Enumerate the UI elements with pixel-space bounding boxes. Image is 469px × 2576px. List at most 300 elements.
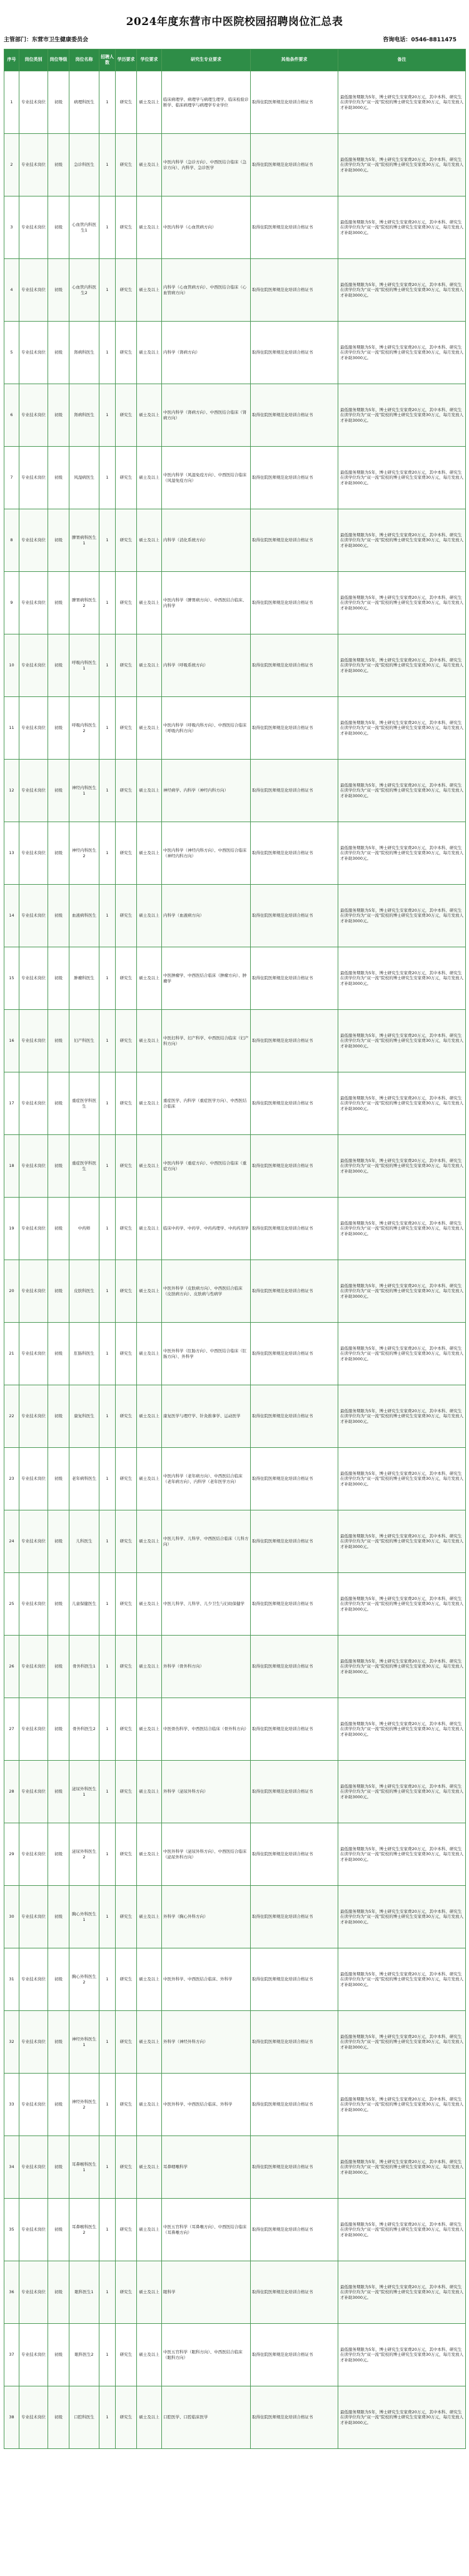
- education-cell: 研究生: [116, 1886, 137, 1948]
- other-cell: 取得住院医师规范化培训合格证书: [251, 1135, 338, 1198]
- degree-cell: 硕士及以上: [137, 822, 162, 885]
- row-number: 34: [4, 2136, 19, 2199]
- category-cell: 专业技术岗位: [19, 1636, 48, 1698]
- position-name: 呼吸内科医生1: [69, 634, 99, 697]
- count-cell: 1: [99, 71, 116, 134]
- count-cell: 1: [99, 822, 116, 885]
- note-cell: 最低服务期限为5年，博士研究生安家费20万元，其中本科、研究生在读学位均为“双一流”院校的博士研究生安家费30万元，每月发放人才补助3000元。: [338, 1636, 466, 1698]
- education-cell: 研究生: [116, 1761, 137, 1823]
- degree-cell: 硕士及以上: [137, 885, 162, 947]
- table-row: [4, 1510, 466, 1573]
- note-cell: 最低服务期限为5年，博士研究生安家费20万元，其中本科、研究生在读学位均为“双一流”院校的博士研究生安家费30万元，每月发放人才补助3000元。: [338, 2261, 466, 2324]
- note-cell: 最低服务期限为5年，博士研究生安家费20万元，其中本科、研究生在读学位均为“双一流”院校的博士研究生安家费30万元，每月发放人才补助3000元。: [338, 134, 466, 196]
- level-cell: 初级: [48, 885, 69, 947]
- major-cell: 内科学（呼吸系统方向）: [162, 634, 251, 697]
- major-cell: 外科学（骨外科方向）: [162, 1636, 251, 1698]
- major-cell: 临床病理学、病理学与病理生理学、临床检验诊断学、临床病理学与病理学专业学位: [162, 71, 251, 134]
- position-name: 心血管内科医生2: [69, 259, 99, 322]
- category-cell: 专业技术岗位: [19, 2199, 48, 2261]
- education-cell: 研究生: [116, 947, 137, 1010]
- table-row: [4, 1636, 466, 1698]
- header-note: 备注: [338, 49, 466, 71]
- level-cell: 初级: [48, 259, 69, 322]
- other-cell: 取得住院医师规范化培训合格证书: [251, 259, 338, 322]
- level-cell: 初级: [48, 509, 69, 572]
- major-cell: 中医儿科学、儿科学、儿少卫生与妇幼保健学: [162, 1573, 251, 1636]
- other-cell: 取得住院医师规范化培训合格证书: [251, 1323, 338, 1385]
- degree-cell: 硕士及以上: [137, 1448, 162, 1510]
- major-cell: 内科学（肾病方向）: [162, 322, 251, 384]
- degree-cell: 硕士及以上: [137, 1260, 162, 1323]
- table-row: [4, 196, 466, 259]
- count-cell: 1: [99, 760, 116, 822]
- position-name: 骨外科医生1: [69, 1636, 99, 1698]
- row-number: 31: [4, 1948, 19, 2011]
- degree-cell: 硕士及以上: [137, 259, 162, 322]
- major-cell: 外科学（神经外科方向）: [162, 2011, 251, 2074]
- other-cell: 取得住院医师规范化培训合格证书: [251, 572, 338, 634]
- category-cell: 专业技术岗位: [19, 947, 48, 1010]
- other-cell: 取得住院医师规范化培训合格证书: [251, 1385, 338, 1448]
- degree-cell: 硕士及以上: [137, 1823, 162, 1886]
- level-cell: 初级: [48, 2324, 69, 2386]
- count-cell: 1: [99, 322, 116, 384]
- count-cell: 1: [99, 2011, 116, 2074]
- education-cell: 研究生: [116, 885, 137, 947]
- education-cell: 研究生: [116, 1823, 137, 1886]
- position-name: 中药师: [69, 1198, 99, 1260]
- level-cell: 初级: [48, 2386, 69, 2449]
- major-cell: 眼科学: [162, 2261, 251, 2324]
- phone-label: 咨询电话：0546-8811475: [383, 37, 456, 43]
- header-level: 岗位等级: [48, 49, 69, 71]
- other-cell: 取得住院医师规范化培训合格证书: [251, 1448, 338, 1510]
- degree-cell: 硕士及以上: [137, 1573, 162, 1636]
- other-cell: 取得住院医师规范化培训合格证书: [251, 1198, 338, 1260]
- major-cell: 中医肿瘤学、中西医结合临床（肿瘤方向）、肿瘤学: [162, 947, 251, 1010]
- position-name: 耳鼻喉科医生2: [69, 2199, 99, 2261]
- level-cell: 初级: [48, 1573, 69, 1636]
- row-number: 38: [4, 2386, 19, 2449]
- major-cell: 中医外科学（肛肠方向）、中西医结合临床（肛肠方向）、外科学: [162, 1323, 251, 1385]
- row-number: 20: [4, 1260, 19, 1323]
- table-row: [4, 259, 466, 322]
- count-cell: 1: [99, 1636, 116, 1698]
- row-number: 7: [4, 447, 19, 509]
- degree-cell: 硕士及以上: [137, 1948, 162, 2011]
- note-cell: 最低服务期限为5年，博士研究生安家费20万元，其中本科、研究生在读学位均为“双一流”院校的博士研究生安家费30万元，每月发放人才补助3000元。: [338, 196, 466, 259]
- level-cell: 初级: [48, 322, 69, 384]
- row-number: 11: [4, 697, 19, 760]
- category-cell: 专业技术岗位: [19, 2136, 48, 2199]
- position-name: 眼科医生2: [69, 2324, 99, 2386]
- level-cell: 初级: [48, 1260, 69, 1323]
- table-row: [4, 1698, 466, 1761]
- major-cell: 中医骨伤科学、中西医结合临床（骨外科方向）: [162, 1698, 251, 1761]
- category-cell: 专业技术岗位: [19, 447, 48, 509]
- major-cell: 临床中药学、中药学、中药药理学、中药药剂学: [162, 1198, 251, 1260]
- header-name: 岗位名称: [69, 49, 99, 71]
- degree-cell: 硕士及以上: [137, 2261, 162, 2324]
- position-name: 肾病科医生: [69, 322, 99, 384]
- count-cell: 1: [99, 1886, 116, 1948]
- education-cell: 研究生: [116, 572, 137, 634]
- row-number: 2: [4, 134, 19, 196]
- count-cell: 1: [99, 1323, 116, 1385]
- education-cell: 研究生: [116, 1072, 137, 1135]
- category-cell: 专业技术岗位: [19, 1260, 48, 1323]
- major-cell: 神经病学、内科学（神经内科方向）: [162, 760, 251, 822]
- row-number: 28: [4, 1761, 19, 1823]
- position-name: 耳鼻喉科医生1: [69, 2136, 99, 2199]
- row-number: 33: [4, 2074, 19, 2136]
- header-count: 招聘人数: [99, 49, 116, 71]
- header-other: 其他条件要求: [251, 49, 338, 71]
- position-name: 脾胃病科医生1: [69, 509, 99, 572]
- position-name: 泌尿外科医生1: [69, 1761, 99, 1823]
- other-cell: 取得住院医师规范化培训合格证书: [251, 71, 338, 134]
- position-name: 血液病科医生: [69, 885, 99, 947]
- education-cell: 研究生: [116, 634, 137, 697]
- degree-cell: 硕士及以上: [137, 697, 162, 760]
- table-row: [4, 1260, 466, 1323]
- other-cell: 取得住院医师规范化培训合格证书: [251, 2386, 338, 2449]
- education-cell: 研究生: [116, 2011, 137, 2074]
- other-cell: 取得住院医师规范化培训合格证书: [251, 1636, 338, 1698]
- count-cell: 1: [99, 2324, 116, 2386]
- degree-cell: 硕士及以上: [137, 322, 162, 384]
- table-row: [4, 322, 466, 384]
- count-cell: 1: [99, 1448, 116, 1510]
- table-row: [4, 1823, 466, 1886]
- category-cell: 专业技术岗位: [19, 1510, 48, 1573]
- table-row: [4, 572, 466, 634]
- education-cell: 研究生: [116, 196, 137, 259]
- other-cell: 取得住院医师规范化培训合格证书: [251, 447, 338, 509]
- note-cell: 最低服务期限为5年，博士研究生安家费20万元，其中本科、研究生在读学位均为“双一流”院校的博士研究生安家费30万元，每月发放人才补助3000元。: [338, 1010, 466, 1072]
- table-row: [4, 509, 466, 572]
- level-cell: 初级: [48, 760, 69, 822]
- table-row: [4, 1135, 466, 1198]
- other-cell: 取得住院医师规范化培训合格证书: [251, 1072, 338, 1135]
- row-number: 1: [4, 71, 19, 134]
- level-cell: 初级: [48, 1823, 69, 1886]
- level-cell: 初级: [48, 1510, 69, 1573]
- degree-cell: 硕士及以上: [137, 1010, 162, 1072]
- level-cell: 初级: [48, 196, 69, 259]
- category-cell: 专业技术岗位: [19, 2324, 48, 2386]
- major-cell: 中医内科学（风湿免疫方向）、中西医结合临床（风湿免疫方向）: [162, 447, 251, 509]
- note-cell: 最低服务期限为5年，博士研究生安家费20万元，其中本科、研究生在读学位均为“双一流”院校的博士研究生安家费30万元，每月发放人才补助3000元。: [338, 1385, 466, 1448]
- other-cell: 取得住院医师规范化培训合格证书: [251, 322, 338, 384]
- note-cell: 最低服务期限为5年，博士研究生安家费20万元，其中本科、研究生在读学位均为“双一流”院校的博士研究生安家费30万元，每月发放人才补助3000元。: [338, 1510, 466, 1573]
- count-cell: 1: [99, 134, 116, 196]
- note-cell: 最低服务期限为5年，博士研究生安家费20万元，其中本科、研究生在读学位均为“双一流”院校的博士研究生安家费30万元，每月发放人才补助3000元。: [338, 259, 466, 322]
- table-row: [4, 1198, 466, 1260]
- education-cell: 研究生: [116, 2074, 137, 2136]
- row-number: 25: [4, 1573, 19, 1636]
- count-cell: 1: [99, 885, 116, 947]
- row-number: 8: [4, 509, 19, 572]
- education-cell: 研究生: [116, 1135, 137, 1198]
- position-name: 神经外科医生2: [69, 2074, 99, 2136]
- major-cell: 外科学（泌尿外科方向）: [162, 1761, 251, 1823]
- level-cell: 初级: [48, 1385, 69, 1448]
- category-cell: 专业技术岗位: [19, 697, 48, 760]
- degree-cell: 硕士及以上: [137, 760, 162, 822]
- table-row: [4, 2074, 466, 2136]
- table-row: [4, 1072, 466, 1135]
- count-cell: 1: [99, 1072, 116, 1135]
- table-row: [4, 2011, 466, 2074]
- note-cell: 最低服务期限为5年，博士研究生安家费20万元，其中本科、研究生在读学位均为“双一流”院校的博士研究生安家费30万元，每月发放人才补助3000元。: [338, 2136, 466, 2199]
- table-body: [4, 71, 466, 2449]
- category-cell: 专业技术岗位: [19, 1823, 48, 1886]
- count-cell: 1: [99, 697, 116, 760]
- note-cell: 最低服务期限为5年，博士研究生安家费20万元，其中本科、研究生在读学位均为“双一流”院校的博士研究生安家费30万元，每月发放人才补助3000元。: [338, 1823, 466, 1886]
- other-cell: 取得住院医师规范化培训合格证书: [251, 1510, 338, 1573]
- education-cell: 研究生: [116, 71, 137, 134]
- count-cell: 1: [99, 947, 116, 1010]
- level-cell: 初级: [48, 697, 69, 760]
- major-cell: 中医内科学（呼吸内科方向）、中西医结合临床（呼吸内科方向）: [162, 697, 251, 760]
- note-cell: 最低服务期限为5年，博士研究生安家费20万元，其中本科、研究生在读学位均为“双一流”院校的博士研究生安家费30万元，每月发放人才补助3000元。: [338, 572, 466, 634]
- note-cell: 最低服务期限为5年，博士研究生安家费20万元，其中本科、研究生在读学位均为“双一流”院校的博士研究生安家费30万元，每月发放人才补助3000元。: [338, 1761, 466, 1823]
- note-cell: 最低服务期限为5年，博士研究生安家费20万元，其中本科、研究生在读学位均为“双一流”院校的博士研究生安家费30万元，每月发放人才补助3000元。: [338, 2074, 466, 2136]
- count-cell: 1: [99, 2261, 116, 2324]
- level-cell: 初级: [48, 1698, 69, 1761]
- education-cell: 研究生: [116, 1510, 137, 1573]
- row-number: 15: [4, 947, 19, 1010]
- position-name: 急诊科医生: [69, 134, 99, 196]
- row-number: 36: [4, 2261, 19, 2324]
- header-degree: 学位要求: [137, 49, 162, 71]
- degree-cell: 硕士及以上: [137, 196, 162, 259]
- table-row: [4, 71, 466, 134]
- education-cell: 研究生: [116, 2136, 137, 2199]
- category-cell: 专业技术岗位: [19, 384, 48, 447]
- degree-cell: 硕士及以上: [137, 2386, 162, 2449]
- degree-cell: 硕士及以上: [137, 634, 162, 697]
- note-cell: 最低服务期限为5年，博士研究生安家费20万元，其中本科、研究生在读学位均为“双一流”院校的博士研究生安家费30万元，每月发放人才补助3000元。: [338, 1448, 466, 1510]
- row-number: 16: [4, 1010, 19, 1072]
- other-cell: 取得住院医师规范化培训合格证书: [251, 2074, 338, 2136]
- position-name: 妇产科医生: [69, 1010, 99, 1072]
- major-cell: 中医妇科学、妇产科学、中西医结合临床（妇产科方向）: [162, 1010, 251, 1072]
- page-title: 2024年度东营市中医院校园招聘岗位汇总表: [126, 16, 343, 28]
- row-number: 30: [4, 1886, 19, 1948]
- count-cell: 1: [99, 1198, 116, 1260]
- row-number: 3: [4, 196, 19, 259]
- table-row: [4, 2261, 466, 2324]
- row-number: 18: [4, 1135, 19, 1198]
- other-cell: 取得住院医师规范化培训合格证书: [251, 2199, 338, 2261]
- table-row: [4, 697, 466, 760]
- level-cell: 初级: [48, 1761, 69, 1823]
- major-cell: 中医内科学（老年病方向）、中西医结合临床（老年病方向）、内科学（老年医学方向）: [162, 1448, 251, 1510]
- major-cell: 耳鼻咽喉科学: [162, 2136, 251, 2199]
- header-education: 学历要求: [116, 49, 137, 71]
- position-name: 重症医学科医生: [69, 1072, 99, 1135]
- major-cell: 康复医学与理疗学、针灸推拿学、运动医学: [162, 1385, 251, 1448]
- degree-cell: 硕士及以上: [137, 1198, 162, 1260]
- degree-cell: 硕士及以上: [137, 2324, 162, 2386]
- education-cell: 研究生: [116, 1323, 137, 1385]
- position-name: 肛肠科医生: [69, 1323, 99, 1385]
- major-cell: 重症医学、内科学（重症医学方向）、中西医结合临床: [162, 1072, 251, 1135]
- category-cell: 专业技术岗位: [19, 1010, 48, 1072]
- count-cell: 1: [99, 1010, 116, 1072]
- note-cell: 最低服务期限为5年，博士研究生安家费20万元，其中本科、研究生在读学位均为“双一流”院校的博士研究生安家费30万元，每月发放人才补助3000元。: [338, 322, 466, 384]
- major-cell: 中医外科学（皮肤病方向）、中西医结合临床（皮肤病方向）、皮肤病与性病学: [162, 1260, 251, 1323]
- row-number: 22: [4, 1385, 19, 1448]
- other-cell: 取得住院医师规范化培训合格证书: [251, 1886, 338, 1948]
- category-cell: 专业技术岗位: [19, 509, 48, 572]
- category-cell: 专业技术岗位: [19, 885, 48, 947]
- row-number: 26: [4, 1636, 19, 1698]
- education-cell: 研究生: [116, 322, 137, 384]
- position-name: 神经外科医生1: [69, 2011, 99, 2074]
- row-number: 37: [4, 2324, 19, 2386]
- category-cell: 专业技术岗位: [19, 760, 48, 822]
- count-cell: 1: [99, 384, 116, 447]
- note-cell: 最低服务期限为5年，博士研究生安家费20万元，其中本科、研究生在读学位均为“双一流”院校的博士研究生安家费30万元，每月发放人才补助3000元。: [338, 1948, 466, 2011]
- position-name: 病理科医生: [69, 71, 99, 134]
- level-cell: 初级: [48, 1072, 69, 1135]
- education-cell: 研究生: [116, 384, 137, 447]
- major-cell: 中医外科学（泌尿外科方向）、中西医结合临床（泌尿外科方向）: [162, 1823, 251, 1886]
- other-cell: 取得住院医师规范化培训合格证书: [251, 1948, 338, 2011]
- row-number: 32: [4, 2011, 19, 2074]
- major-cell: 外科学（胸心外科方向）: [162, 1886, 251, 1948]
- position-name: 皮肤科医生: [69, 1260, 99, 1323]
- note-cell: 最低服务期限为5年，博士研究生安家费20万元，其中本科、研究生在读学位均为“双一流”院校的博士研究生安家费30万元，每月发放人才补助3000元。: [338, 2386, 466, 2449]
- major-cell: 内科学（血液病方向）: [162, 885, 251, 947]
- table-row: [4, 2324, 466, 2386]
- level-cell: 初级: [48, 384, 69, 447]
- category-cell: 专业技术岗位: [19, 2261, 48, 2324]
- table-row: [4, 1761, 466, 1823]
- degree-cell: 硕士及以上: [137, 2199, 162, 2261]
- major-cell: 中医内科学（脾胃病方向）、中西医结合临床、内科学: [162, 572, 251, 634]
- level-cell: 初级: [48, 2074, 69, 2136]
- degree-cell: 硕士及以上: [137, 2011, 162, 2074]
- position-name: 康复科医生: [69, 1385, 99, 1448]
- level-cell: 初级: [48, 447, 69, 509]
- table-row: [4, 384, 466, 447]
- major-cell: 中医儿科学、儿科学、中西医结合临床（儿科方向）: [162, 1510, 251, 1573]
- table-row: [4, 447, 466, 509]
- position-name: 胸心外科医生2: [69, 1948, 99, 2011]
- education-cell: 研究生: [116, 2386, 137, 2449]
- note-cell: 最低服务期限为5年，博士研究生安家费20万元，其中本科、研究生在读学位均为“双一流”院校的博士研究生安家费30万元，每月发放人才补助3000元。: [338, 760, 466, 822]
- category-cell: 专业技术岗位: [19, 1573, 48, 1636]
- level-cell: 初级: [48, 2261, 69, 2324]
- table-header-row: [4, 49, 466, 71]
- note-cell: 最低服务期限为5年，博士研究生安家费20万元，其中本科、研究生在读学位均为“双一流”院校的博士研究生安家费30万元，每月发放人才补助3000元。: [338, 1260, 466, 1323]
- other-cell: 取得住院医师规范化培训合格证书: [251, 1573, 338, 1636]
- education-cell: 研究生: [116, 822, 137, 885]
- major-cell: 中医内科学（急诊方向）、中西医结合临床（急诊方向）、内科学、急诊医学: [162, 134, 251, 196]
- position-name: 眼科医生1: [69, 2261, 99, 2324]
- degree-cell: 硕士及以上: [137, 384, 162, 447]
- category-cell: 专业技术岗位: [19, 2011, 48, 2074]
- category-cell: 专业技术岗位: [19, 134, 48, 196]
- note-cell: 最低服务期限为5年，博士研究生安家费20万元，其中本科、研究生在读学位均为“双一流”院校的博士研究生安家费30万元，每月发放人才补助3000元。: [338, 1573, 466, 1636]
- category-cell: 专业技术岗位: [19, 1698, 48, 1761]
- degree-cell: 硕士及以上: [137, 1072, 162, 1135]
- degree-cell: 硕士及以上: [137, 572, 162, 634]
- position-name: 胸心外科医生1: [69, 1886, 99, 1948]
- note-cell: 最低服务期限为5年，博士研究生安家费20万元，其中本科、研究生在读学位均为“双一流”院校的博士研究生安家费30万元，每月发放人才补助3000元。: [338, 1135, 466, 1198]
- count-cell: 1: [99, 1135, 116, 1198]
- note-cell: 最低服务期限为5年，博士研究生安家费20万元，其中本科、研究生在读学位均为“双一流”院校的博士研究生安家费30万元，每月发放人才补助3000元。: [338, 697, 466, 760]
- degree-cell: 硕士及以上: [137, 1761, 162, 1823]
- education-cell: 研究生: [116, 134, 137, 196]
- note-cell: 最低服务期限为5年，博士研究生安家费20万元，其中本科、研究生在读学位均为“双一流”院校的博士研究生安家费30万元，每月发放人才补助3000元。: [338, 1698, 466, 1761]
- note-cell: 最低服务期限为5年，博士研究生安家费20万元，其中本科、研究生在读学位均为“双一流”院校的博士研究生安家费30万元，每月发放人才补助3000元。: [338, 822, 466, 885]
- education-cell: 研究生: [116, 447, 137, 509]
- category-cell: 专业技术岗位: [19, 1448, 48, 1510]
- other-cell: 取得住院医师规范化培训合格证书: [251, 509, 338, 572]
- degree-cell: 硕士及以上: [137, 1323, 162, 1385]
- category-cell: 专业技术岗位: [19, 1072, 48, 1135]
- major-cell: 中医五官科学（眼科方向）、中西医结合临床（眼科方向）: [162, 2324, 251, 2386]
- note-cell: 最低服务期限为5年，博士研究生安家费20万元，其中本科、研究生在读学位均为“双一流”院校的博士研究生安家费30万元，每月发放人才补助3000元。: [338, 2011, 466, 2074]
- position-name: 脾胃病科医生2: [69, 572, 99, 634]
- table-row: [4, 760, 466, 822]
- degree-cell: 硕士及以上: [137, 134, 162, 196]
- note-cell: 最低服务期限为5年，博士研究生安家费20万元，其中本科、研究生在读学位均为“双一流”院校的博士研究生安家费30万元，每月发放人才补助3000元。: [338, 71, 466, 134]
- row-number: 19: [4, 1198, 19, 1260]
- note-cell: 最低服务期限为5年，博士研究生安家费20万元，其中本科、研究生在读学位均为“双一流”院校的博士研究生安家费30万元，每月发放人才补助3000元。: [338, 2199, 466, 2261]
- table-row: [4, 1448, 466, 1510]
- position-name: 肾病科医生: [69, 384, 99, 447]
- education-cell: 研究生: [116, 2199, 137, 2261]
- degree-cell: 硕士及以上: [137, 1510, 162, 1573]
- row-number: 6: [4, 384, 19, 447]
- other-cell: 取得住院医师规范化培训合格证书: [251, 634, 338, 697]
- category-cell: 专业技术岗位: [19, 2386, 48, 2449]
- other-cell: 取得住院医师规范化培训合格证书: [251, 1823, 338, 1886]
- row-number: 10: [4, 634, 19, 697]
- category-cell: 专业技术岗位: [19, 1761, 48, 1823]
- category-cell: 专业技术岗位: [19, 1385, 48, 1448]
- education-cell: 研究生: [116, 1948, 137, 2011]
- note-cell: 最低服务期限为5年，博士研究生安家费20万元，其中本科、研究生在读学位均为“双一流”院校的博士研究生安家费30万元，每月发放人才补助3000元。: [338, 634, 466, 697]
- table-row: [4, 1323, 466, 1385]
- row-number: 35: [4, 2199, 19, 2261]
- count-cell: 1: [99, 1761, 116, 1823]
- level-cell: 初级: [48, 2011, 69, 2074]
- table-row: [4, 2136, 466, 2199]
- level-cell: 初级: [48, 1198, 69, 1260]
- education-cell: 研究生: [116, 2324, 137, 2386]
- row-number: 4: [4, 259, 19, 322]
- major-cell: 中医内科学（神经内科方向）、中西医结合临床（神经内科方向）: [162, 822, 251, 885]
- major-cell: 中医五官科学（耳鼻喉方向）、中西医结合临床（耳鼻喉方向）: [162, 2199, 251, 2261]
- row-number: 24: [4, 1510, 19, 1573]
- category-cell: 专业技术岗位: [19, 822, 48, 885]
- row-number: 27: [4, 1698, 19, 1761]
- other-cell: 取得住院医师规范化培训合格证书: [251, 697, 338, 760]
- count-cell: 1: [99, 1948, 116, 2011]
- education-cell: 研究生: [116, 1573, 137, 1636]
- count-cell: 1: [99, 1510, 116, 1573]
- position-name: 口腔科医生: [69, 2386, 99, 2449]
- level-cell: 初级: [48, 134, 69, 196]
- table-row: [4, 134, 466, 196]
